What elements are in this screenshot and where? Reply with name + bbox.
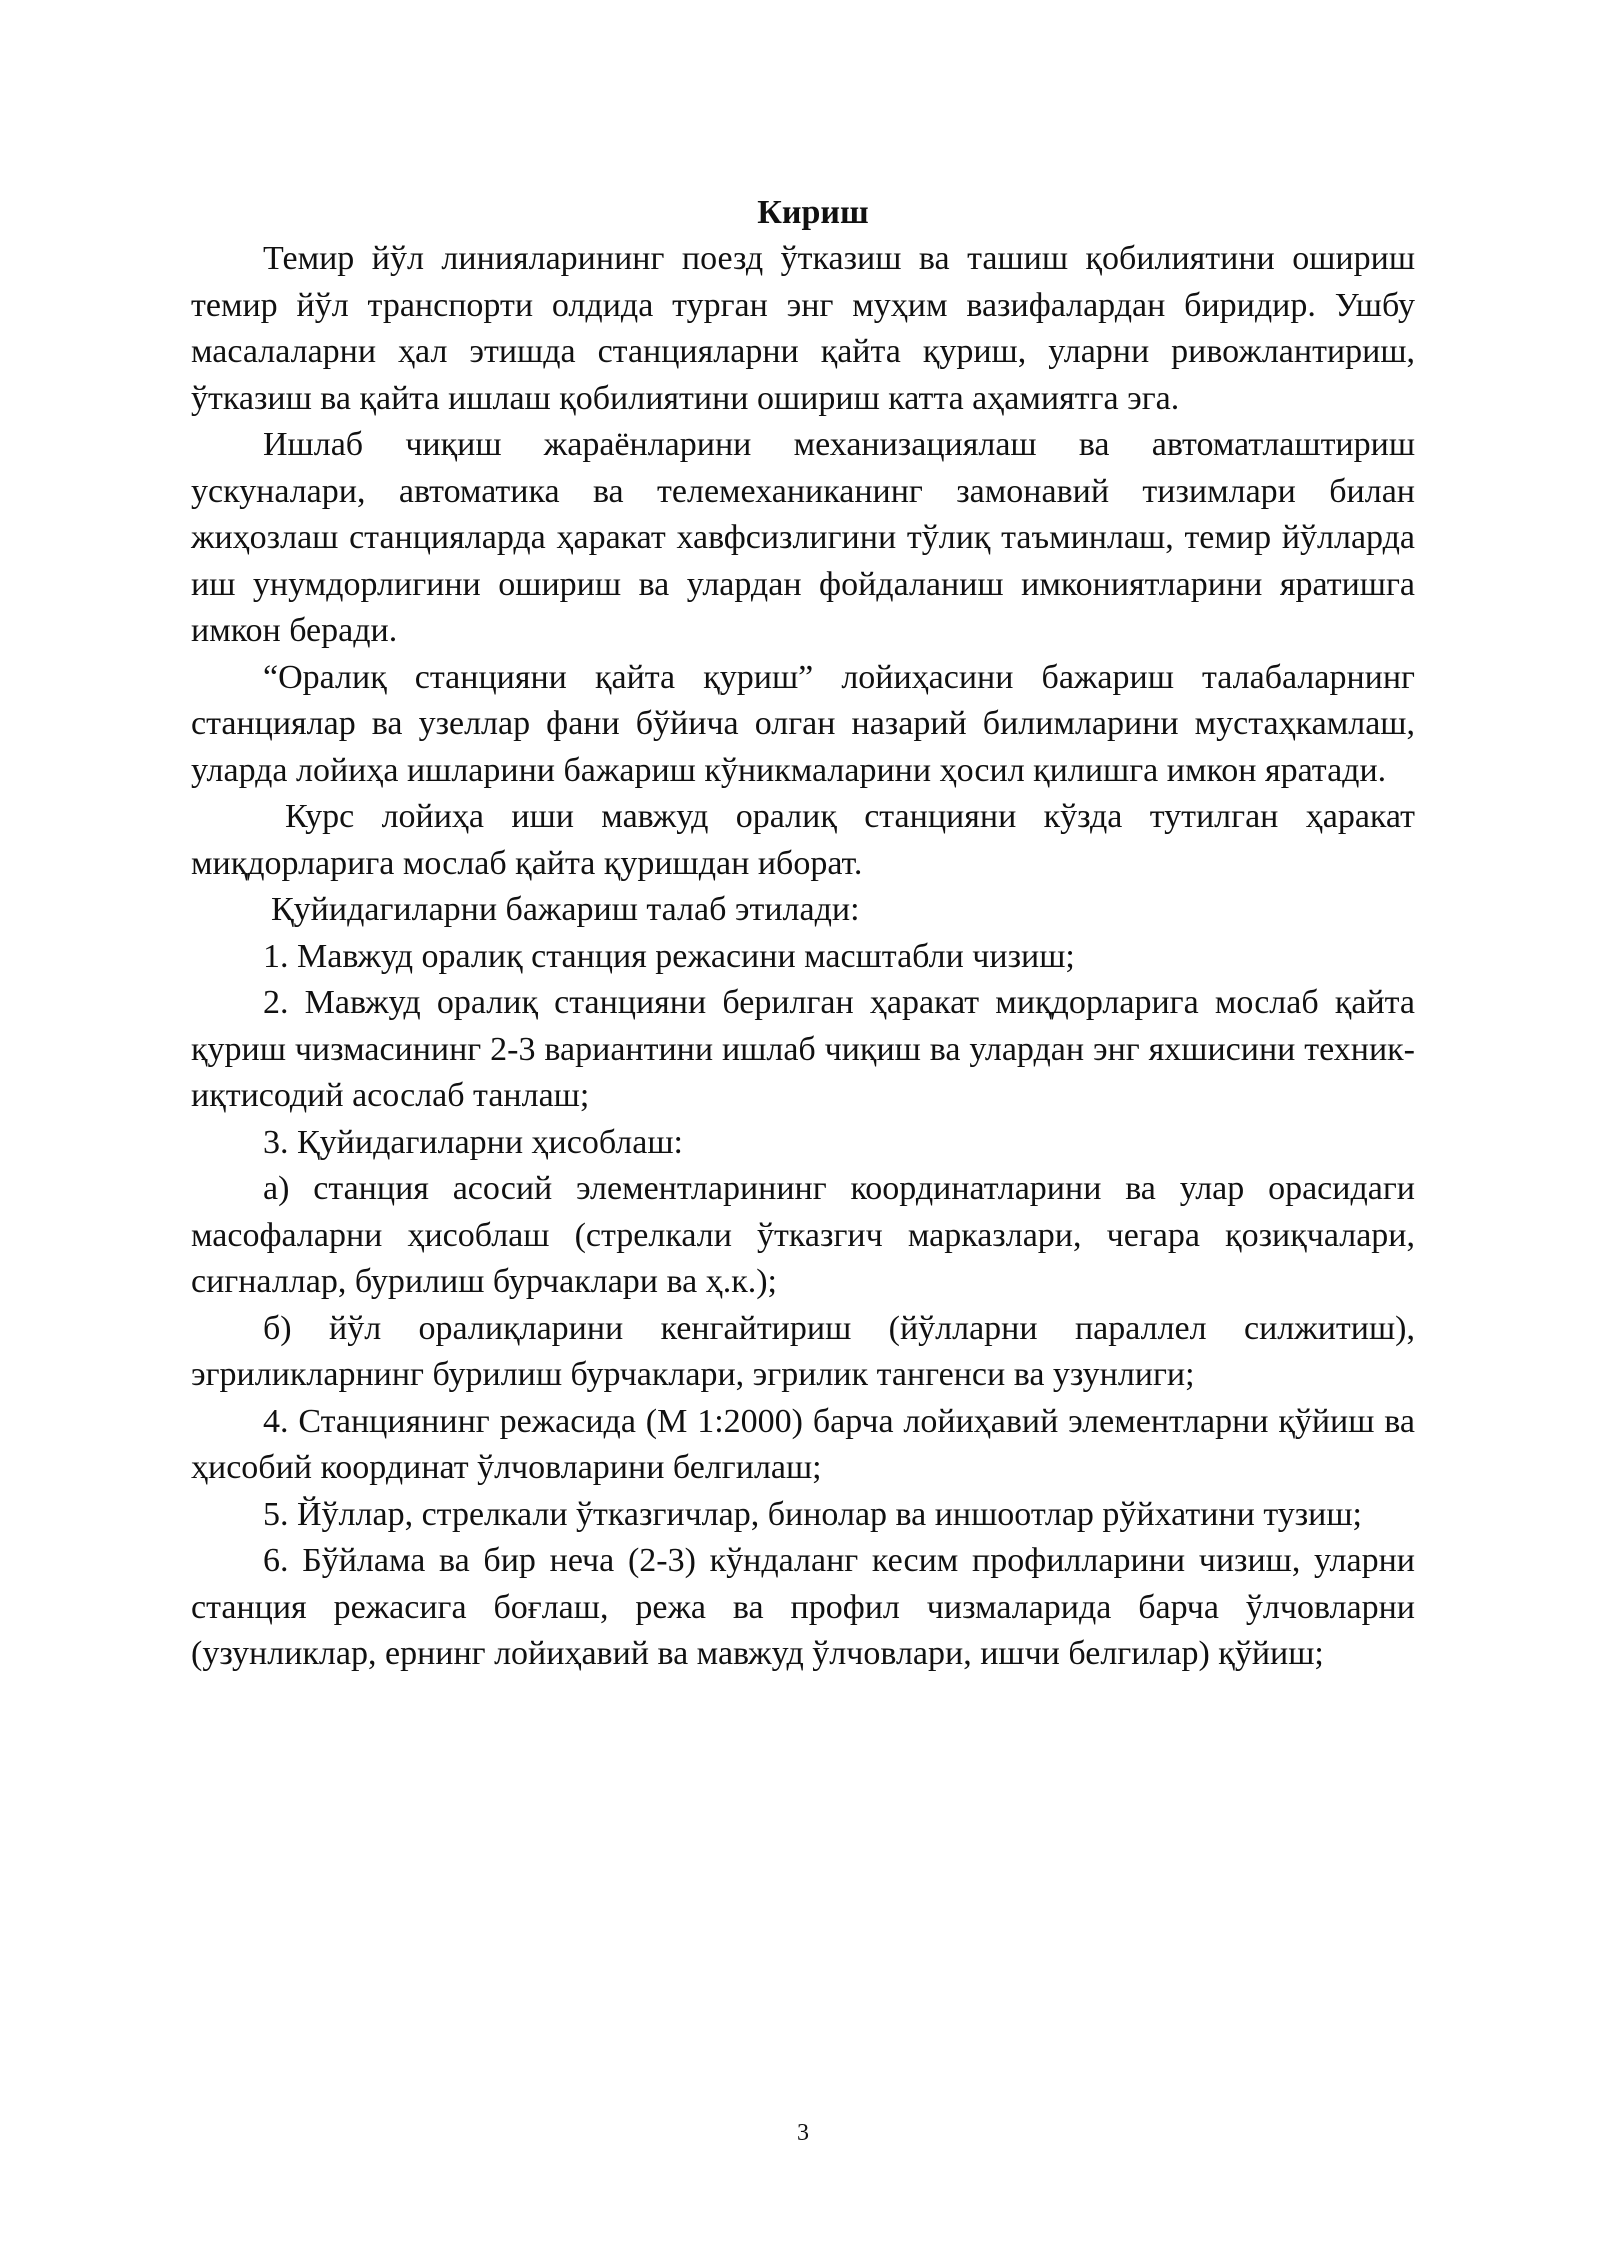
- list-item-2: 2. Мавжуд оралиқ станцияни берилган ҳаракат миқдорларига мослаб қайта қуриш чизмасининг 2-3 вариантини ишлаб чиқиш ва улардан энг яхшисини техник-иқтисодий асослаб танлаш;: [191, 984, 1415, 1114]
- page-title: Кириш: [757, 194, 869, 231]
- list-item-3b: б) йўл оралиқларини кенгайтириш (йўлларни параллел силжитиш), эгриликларнинг бурилиш бурчаклари, эгрилик тангенси ва узунлиги;: [191, 1309, 1415, 1393]
- list-item-3: 3. Қуйидагиларни ҳисоблаш:: [263, 1123, 683, 1161]
- list-item-5: 5. Йўллар, стрелкали ўтказгичлар, бинолар ва иншоотлар рўйхатини тузиш;: [263, 1495, 1362, 1533]
- paragraph-project-goal: “Оралиқ станцияни қайта қуриш” лойиҳасини бажариш талабаларнинг станциялар ва узеллар фани бўйича олган назарий билимларини мустаҳкамлаш, уларда лойиҳа ишларини бажариш кўникмаларини ҳосил қилишга имкон яратади.: [191, 658, 1415, 789]
- list-item-3a: а) станция асосий элементларининг координатларини ва улар орасидаги масофаларни ҳисоблаш (стрелкали ўтказгич марказлари, чегара қозиқчалари, сигналлар, бурилиш бурчаклари ва ҳ.к.);: [191, 1170, 1415, 1300]
- list-item-1: 1. Мавжуд оралиқ станция режасини масштабли чизиш;: [263, 937, 1075, 975]
- paragraph-automation: Ишлаб чиқиш жараёнларини механизациялаш ва автоматлаштириш ускуналари, автоматика ва телемеханиканинг замонавий тизимлари билан жиҳозлаш станцияларда ҳаракат хавфсизлигини тўлиқ таъминлаш, темир йўлларда иш унумдорлигини ошириш ва улардан фойдаланиш имкониятларини яратишга имкон беради.: [191, 426, 1415, 649]
- paragraph-intro: Темир йўл линияларининг поезд ўтказиш ва ташиш қобилиятини ошириш темир йўл транспорти олдида турган энг муҳим вазифалардан биридир. Ушбу масалаларни ҳал этишда станцияларни қайта қуриш, уларни ривожлантириш, ўтказиш ва қайта ишлаш қобилиятини ошириш катта аҳамиятга эга.: [191, 240, 1415, 417]
- paragraph-requirements-heading: Қуйидагиларни бажариш талаб этилади:: [271, 891, 860, 928]
- list-item-4: 4. Станциянинг режасида (М 1:2000) барча лойиҳавий элементларни қўйиш ва ҳисобий координат ўлчовларини белгилаш;: [191, 1402, 1415, 1486]
- list-item-6: 6. Бўйлама ва бир неча (2-3) кўндаланг кесим профилларини чизиш, уларни станция режасига боғлаш, режа ва профил чизмаларида барча ўлчовларни (узунликлар, ернинг лойиҳавий ва мавжуд ўлчовлари, ишчи белгилар) қўйиш;: [191, 1542, 1415, 1672]
- document-page: [191, 190, 1415, 1678]
- page-number: 3: [797, 2120, 809, 2146]
- paragraph-course-work: Курс лойиҳа иши мавжуд оралиқ станцияни кўзда тутилган ҳаракат миқдорларига мослаб қайта қуришдан иборат.: [191, 798, 1415, 882]
